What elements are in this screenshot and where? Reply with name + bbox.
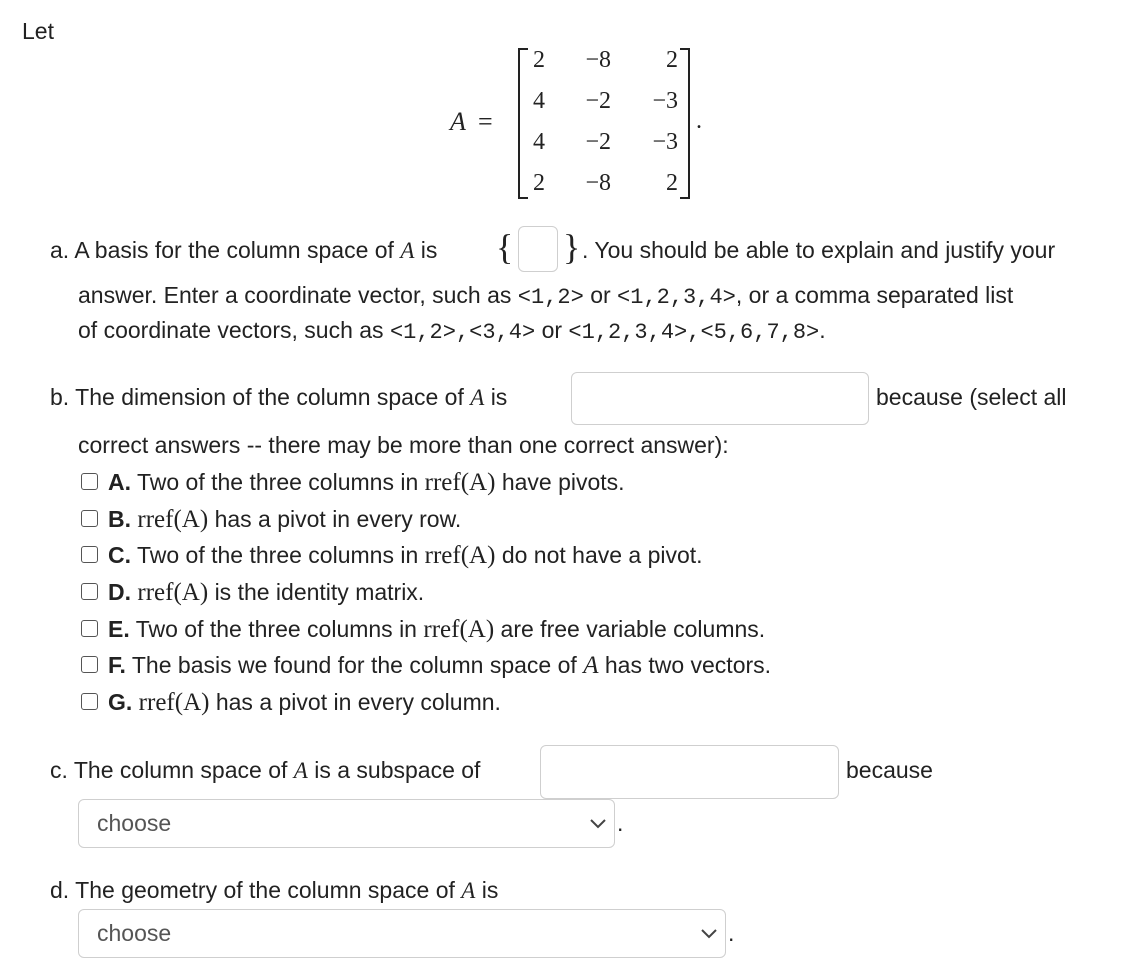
option-item (108, 467, 625, 498)
option-checkbox[interactable] (81, 583, 98, 600)
part-a-line3 (78, 315, 826, 348)
basis-input[interactable] (518, 226, 558, 272)
option-text-pre: Two of the three columns in (136, 469, 419, 495)
matrix-cell: −3 (652, 88, 678, 114)
matrix-cell: −2 (585, 129, 611, 155)
option-math: rref(A) (138, 689, 210, 716)
part-c-select-value: choose (97, 810, 172, 836)
part-d-select[interactable] (78, 909, 726, 958)
option-checkbox[interactable] (81, 656, 98, 673)
part-b-matrix-ref: A (470, 385, 485, 410)
option-letter: A. (108, 469, 131, 495)
part-a-text3: . You should be able to explain and justify your (582, 237, 1056, 263)
matrix-cell: 2 (533, 47, 545, 73)
option-math: rref(A) (424, 469, 496, 496)
option-checkbox[interactable] (81, 693, 98, 710)
option-item (108, 577, 424, 608)
option-letter: E. (108, 616, 130, 642)
part-b-text3: because (select all (876, 384, 1067, 410)
option-item (108, 614, 765, 645)
option-item (108, 687, 501, 718)
option-text-pre: Two of the three columns in (135, 616, 417, 642)
part-c-text3: because (846, 757, 933, 783)
option-text-pre: The basis we found for the column space of (131, 652, 577, 678)
part-c-period: . (617, 810, 624, 836)
matrix-cell: 4 (533, 129, 545, 155)
example-4: <1,2,3,4>,<5,6,7,8> (568, 320, 820, 345)
matrix-period: . (696, 108, 702, 134)
option-letter: B. (108, 506, 131, 532)
dimension-input[interactable] (571, 372, 869, 425)
part-b-line2: correct answers -- there may be more than one correct answer): (78, 432, 729, 458)
matrix-cell: 4 (533, 88, 545, 114)
option-checkbox[interactable] (81, 546, 98, 563)
part-a-line3-pre: of coordinate vectors, such as (78, 317, 384, 343)
part-a-text2: is (420, 237, 438, 263)
part-d-matrix-ref: A (461, 878, 476, 903)
open-brace: { (496, 227, 514, 267)
matrix-cell: 2 (666, 170, 678, 196)
option-checkbox[interactable] (81, 620, 98, 637)
matrix-cell: −3 (652, 129, 678, 155)
part-c-text2: is a subspace of (314, 757, 481, 783)
option-math: rref(A) (137, 579, 209, 606)
matrix-name: A (450, 107, 466, 136)
option-text-post: has a pivot in every row. (214, 506, 462, 532)
part-b-line1 (50, 382, 507, 413)
part-b-text1: The dimension of the column space of (75, 384, 464, 410)
part-a-label: a. (50, 237, 70, 263)
part-d-line1 (50, 875, 498, 906)
part-c-label: c. (50, 757, 68, 783)
option-checkbox[interactable] (81, 510, 98, 527)
subspace-input[interactable] (540, 745, 839, 799)
option-letter: F. (108, 652, 126, 678)
example-3: <1,2>,<3,4> (389, 320, 536, 345)
option-text-post: has two vectors. (604, 652, 772, 678)
matrix-cell: −8 (585, 47, 611, 73)
part-c-text1: The column space of (73, 757, 288, 783)
matrix-cell: −8 (585, 170, 611, 196)
option-math: A (583, 652, 599, 679)
option-math: rref(A) (137, 506, 209, 533)
matrix-cell: −2 (585, 88, 611, 114)
option-text-post: is the identity matrix. (214, 579, 425, 605)
equals-sign: = (478, 107, 493, 136)
example-2: <1,2,3,4> (617, 285, 736, 310)
option-item (108, 540, 703, 571)
part-a-line3-post: . (819, 317, 826, 343)
part-d-text2: is (481, 877, 499, 903)
part-d-select-value: choose (97, 920, 172, 946)
option-item (108, 650, 771, 681)
part-b-label: b. (50, 384, 70, 410)
part-c-matrix-ref: A (293, 758, 308, 783)
part-a-line2-mid: or (590, 282, 611, 308)
part-c-line1 (50, 755, 480, 786)
part-a-line2-post: , or a comma separated list (735, 282, 1014, 308)
intro-text: Let (22, 18, 54, 44)
part-d-text1: The geometry of the column space of (75, 877, 455, 903)
matrix-cell: 2 (533, 170, 545, 196)
option-letter: C. (108, 542, 131, 568)
part-a-line3-mid: or (541, 317, 563, 343)
option-text-post: are free variable columns. (500, 616, 766, 642)
chevron-down-icon (588, 808, 608, 838)
part-a-line1 (50, 235, 437, 266)
option-text-post: have pivots. (501, 469, 625, 495)
example-1: <1,2> (517, 285, 584, 310)
part-d-period: . (728, 920, 735, 946)
part-a-line2 (78, 280, 1013, 313)
close-brace: } (563, 227, 581, 267)
part-a-text1: A basis for the column space of (74, 237, 394, 263)
option-math: rref(A) (423, 616, 495, 643)
option-text-pre: Two of the three columns in (136, 542, 419, 568)
option-text-post: do not have a pivot. (501, 542, 703, 568)
part-d-label: d. (50, 877, 70, 903)
part-b-text2: is (490, 384, 508, 410)
part-c-select[interactable] (78, 799, 615, 848)
option-math: rref(A) (424, 542, 496, 569)
matrix-cell: 2 (666, 47, 678, 73)
option-checkbox[interactable] (81, 473, 98, 490)
option-letter: G. (108, 689, 133, 715)
part-a-line2-pre: answer. Enter a coordinate vector, such as (78, 282, 512, 308)
part-a-matrix-ref: A (400, 238, 415, 263)
option-letter: D. (108, 579, 131, 605)
option-item (108, 504, 461, 535)
option-text-post: has a pivot in every column. (215, 689, 501, 715)
chevron-down-icon (699, 918, 719, 948)
